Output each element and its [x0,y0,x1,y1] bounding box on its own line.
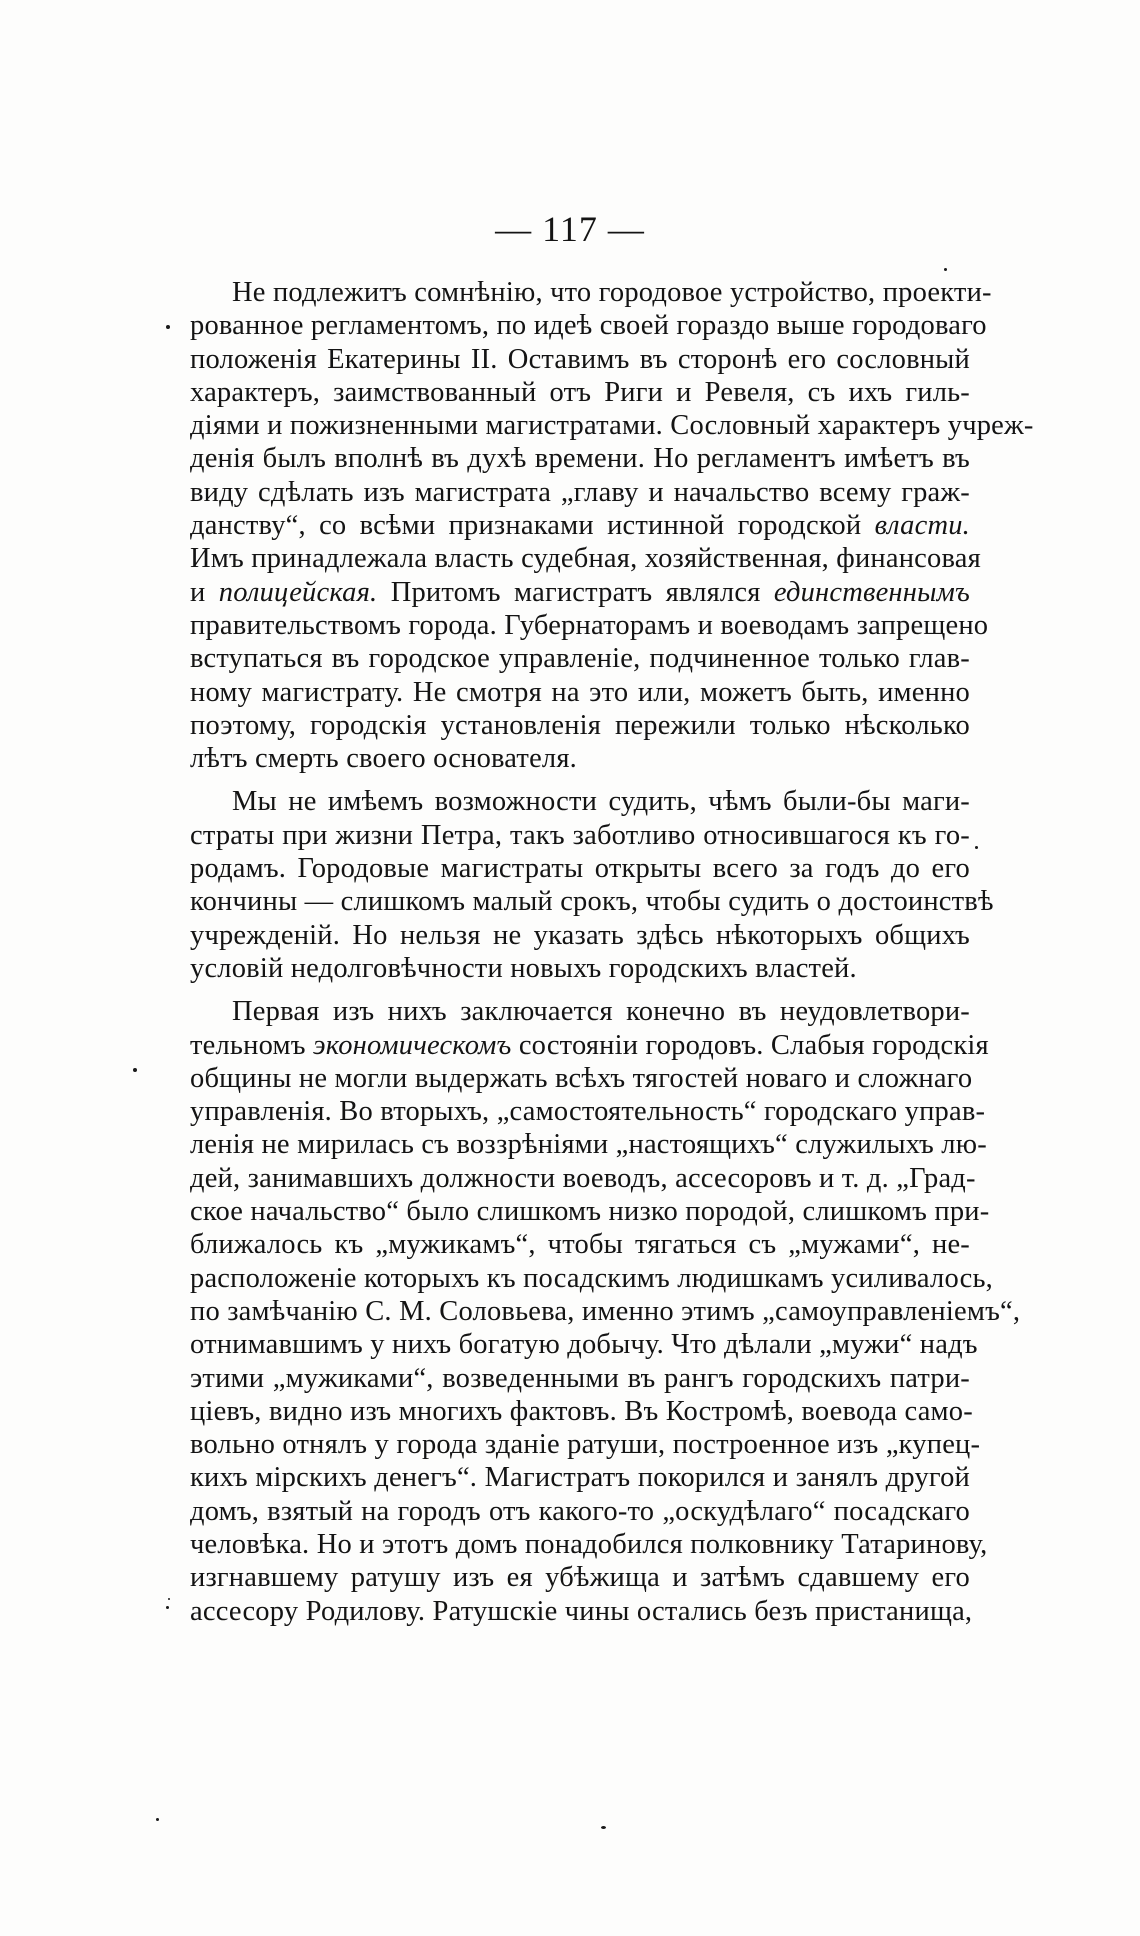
body-text [190,276,1034,1628]
text-line: ленія не мирилась съ воззрѣніями „настоящихъ“ служилыхъ лю- [190,1129,987,1161]
text-line: учрежденій. Но нельзя не указать здѣсь нѣкоторыхъ общихъ [190,919,970,951]
text-line: діями и пожизненными магистратами. Сословный характеръ учреж- [190,410,1034,442]
text-run: данству“, со всѣми признаками истинной городской [190,510,875,542]
text-line: вольно отнялъ у города зданіе ратуши, построенное изъ „купец- [190,1429,981,1461]
text-line: Имъ принадлежала власть судебная, хозяйственная, финансовая [190,543,981,575]
text-run: и [190,576,219,608]
paragraph-gap [190,775,970,785]
text-line: характеръ, заимствованный отъ Риги и Ревеля, съ ихъ гиль- [190,376,970,408]
print-speck [133,1068,137,1072]
text-run: власти. [874,510,970,542]
text-line: по замѣчанію С. М. Соловьева, именно этимъ „самоуправленіемъ“, [190,1295,1021,1327]
text-line: Не подлежитъ сомнѣнію, что городовое устройство, проекти- [232,277,992,308]
text-line: человѣка. Но и этотъ домъ понадобился полковнику Татаринову, [190,1528,988,1560]
text-line: ское начальство“ было слишкомъ низко породой, слишкомъ при- [190,1196,990,1228]
text-line: кончины — слишкомъ малый срокъ, чтобы судить о достоинствѣ [190,886,994,918]
text-line: страты при жизни Петра, такъ заботливо относившагося къ го- [190,819,970,851]
text-line: расположеніе которыхъ къ посадскимъ людишкамъ усиливалось, [190,1262,993,1294]
text-line: ассесору Родилову. Ратушскіе чины остались безъ пристанища, [190,1595,973,1627]
print-speck [166,325,170,329]
text-line [190,509,970,542]
text-line: этими „мужиками“, возведенными въ рангъ городскихъ патри- [190,1362,970,1394]
text-line: вступаться въ городское управленіе, подчиненное только глав- [190,643,970,675]
text-run: состояніи городовъ. Слабыя городскія [511,1029,989,1061]
text-line: положенія Екатерины II. Оставимъ въ сторонѣ его сословный [190,343,970,375]
text-line: лѣтъ смерть своего основателя. [190,743,577,775]
text-line: родамъ. Городовые магистраты открыты всего за годъ до его [190,853,970,885]
text-line: Мы не имѣемъ возможности судить, чѣмъ были-бы маги- [232,786,970,818]
text-line: управленія. Во вторыхъ, „самостоятельность“ городскаго управ- [190,1096,986,1128]
text-line: общины не могли выдержать всѣхъ тягостей новаго и сложнаго [190,1062,973,1094]
text-run: тельномъ [190,1029,313,1061]
text-line: домъ, взятый на городъ отъ какого-то „оскудѣлаго“ посадскаго [190,1495,970,1527]
print-speck [168,1598,170,1600]
text-line [190,576,970,609]
print-speck [166,1606,169,1609]
text-line: поэтому, городскія установленія пережили только нѣсколько [190,709,970,741]
text-line: правительствомъ города. Губернаторамъ и воеводамъ запрещено [190,609,989,641]
text-line: виду сдѣлать изъ магистрата „главу и начальство всему граж- [190,476,970,508]
text-line: денія былъ вполнѣ въ духѣ времени. Но регламентъ имѣетъ въ [190,443,970,475]
text-run: экономическомъ [312,1029,512,1061]
text-run: Притомъ магистратъ являлся [377,576,774,608]
text-line: изгнавшему ратушу изъ ея убѣжища и затѣмъ сдавшему его [190,1562,970,1594]
text-line: условій недолговѣчности новыхъ городскихъ властей. [190,952,857,984]
print-speck [601,1826,606,1829]
print-speck [156,1818,159,1821]
text-line: ближалось къ „мужикамъ“, чтобы тягаться съ „мужами“, не- [190,1229,970,1261]
text-run: единственнымъ [773,576,970,608]
paragraph-gap [190,985,970,995]
text-line: дей, занимавшихъ должности воеводъ, ассесоровъ и т. д. „Град- [190,1162,976,1194]
print-speck [944,268,947,271]
text-line: ному магистрату. Не смотря на это или, можетъ быть, именно [190,676,970,708]
page-number: — 117 — [495,209,645,249]
text-line: отнимавшимъ у нихъ богатую добычу. Что дѣлали „мужи“ надъ [190,1329,978,1361]
text-line: рованное регламентомъ, по идеѣ своей гораздо выше городоваго [190,310,987,342]
text-line: кихъ мірскихъ денегъ“. Магистратъ покорился и занялъ другой [190,1462,970,1494]
text-line: Первая изъ нихъ заключается конечно въ неудовлетвори- [232,996,970,1028]
print-speck [975,846,978,849]
text-line: ціевъ, видно изъ многихъ фактовъ. Въ Костромѣ, воевода само- [190,1395,973,1427]
text-run: полицейская. [218,576,378,608]
text-line [190,1029,989,1062]
